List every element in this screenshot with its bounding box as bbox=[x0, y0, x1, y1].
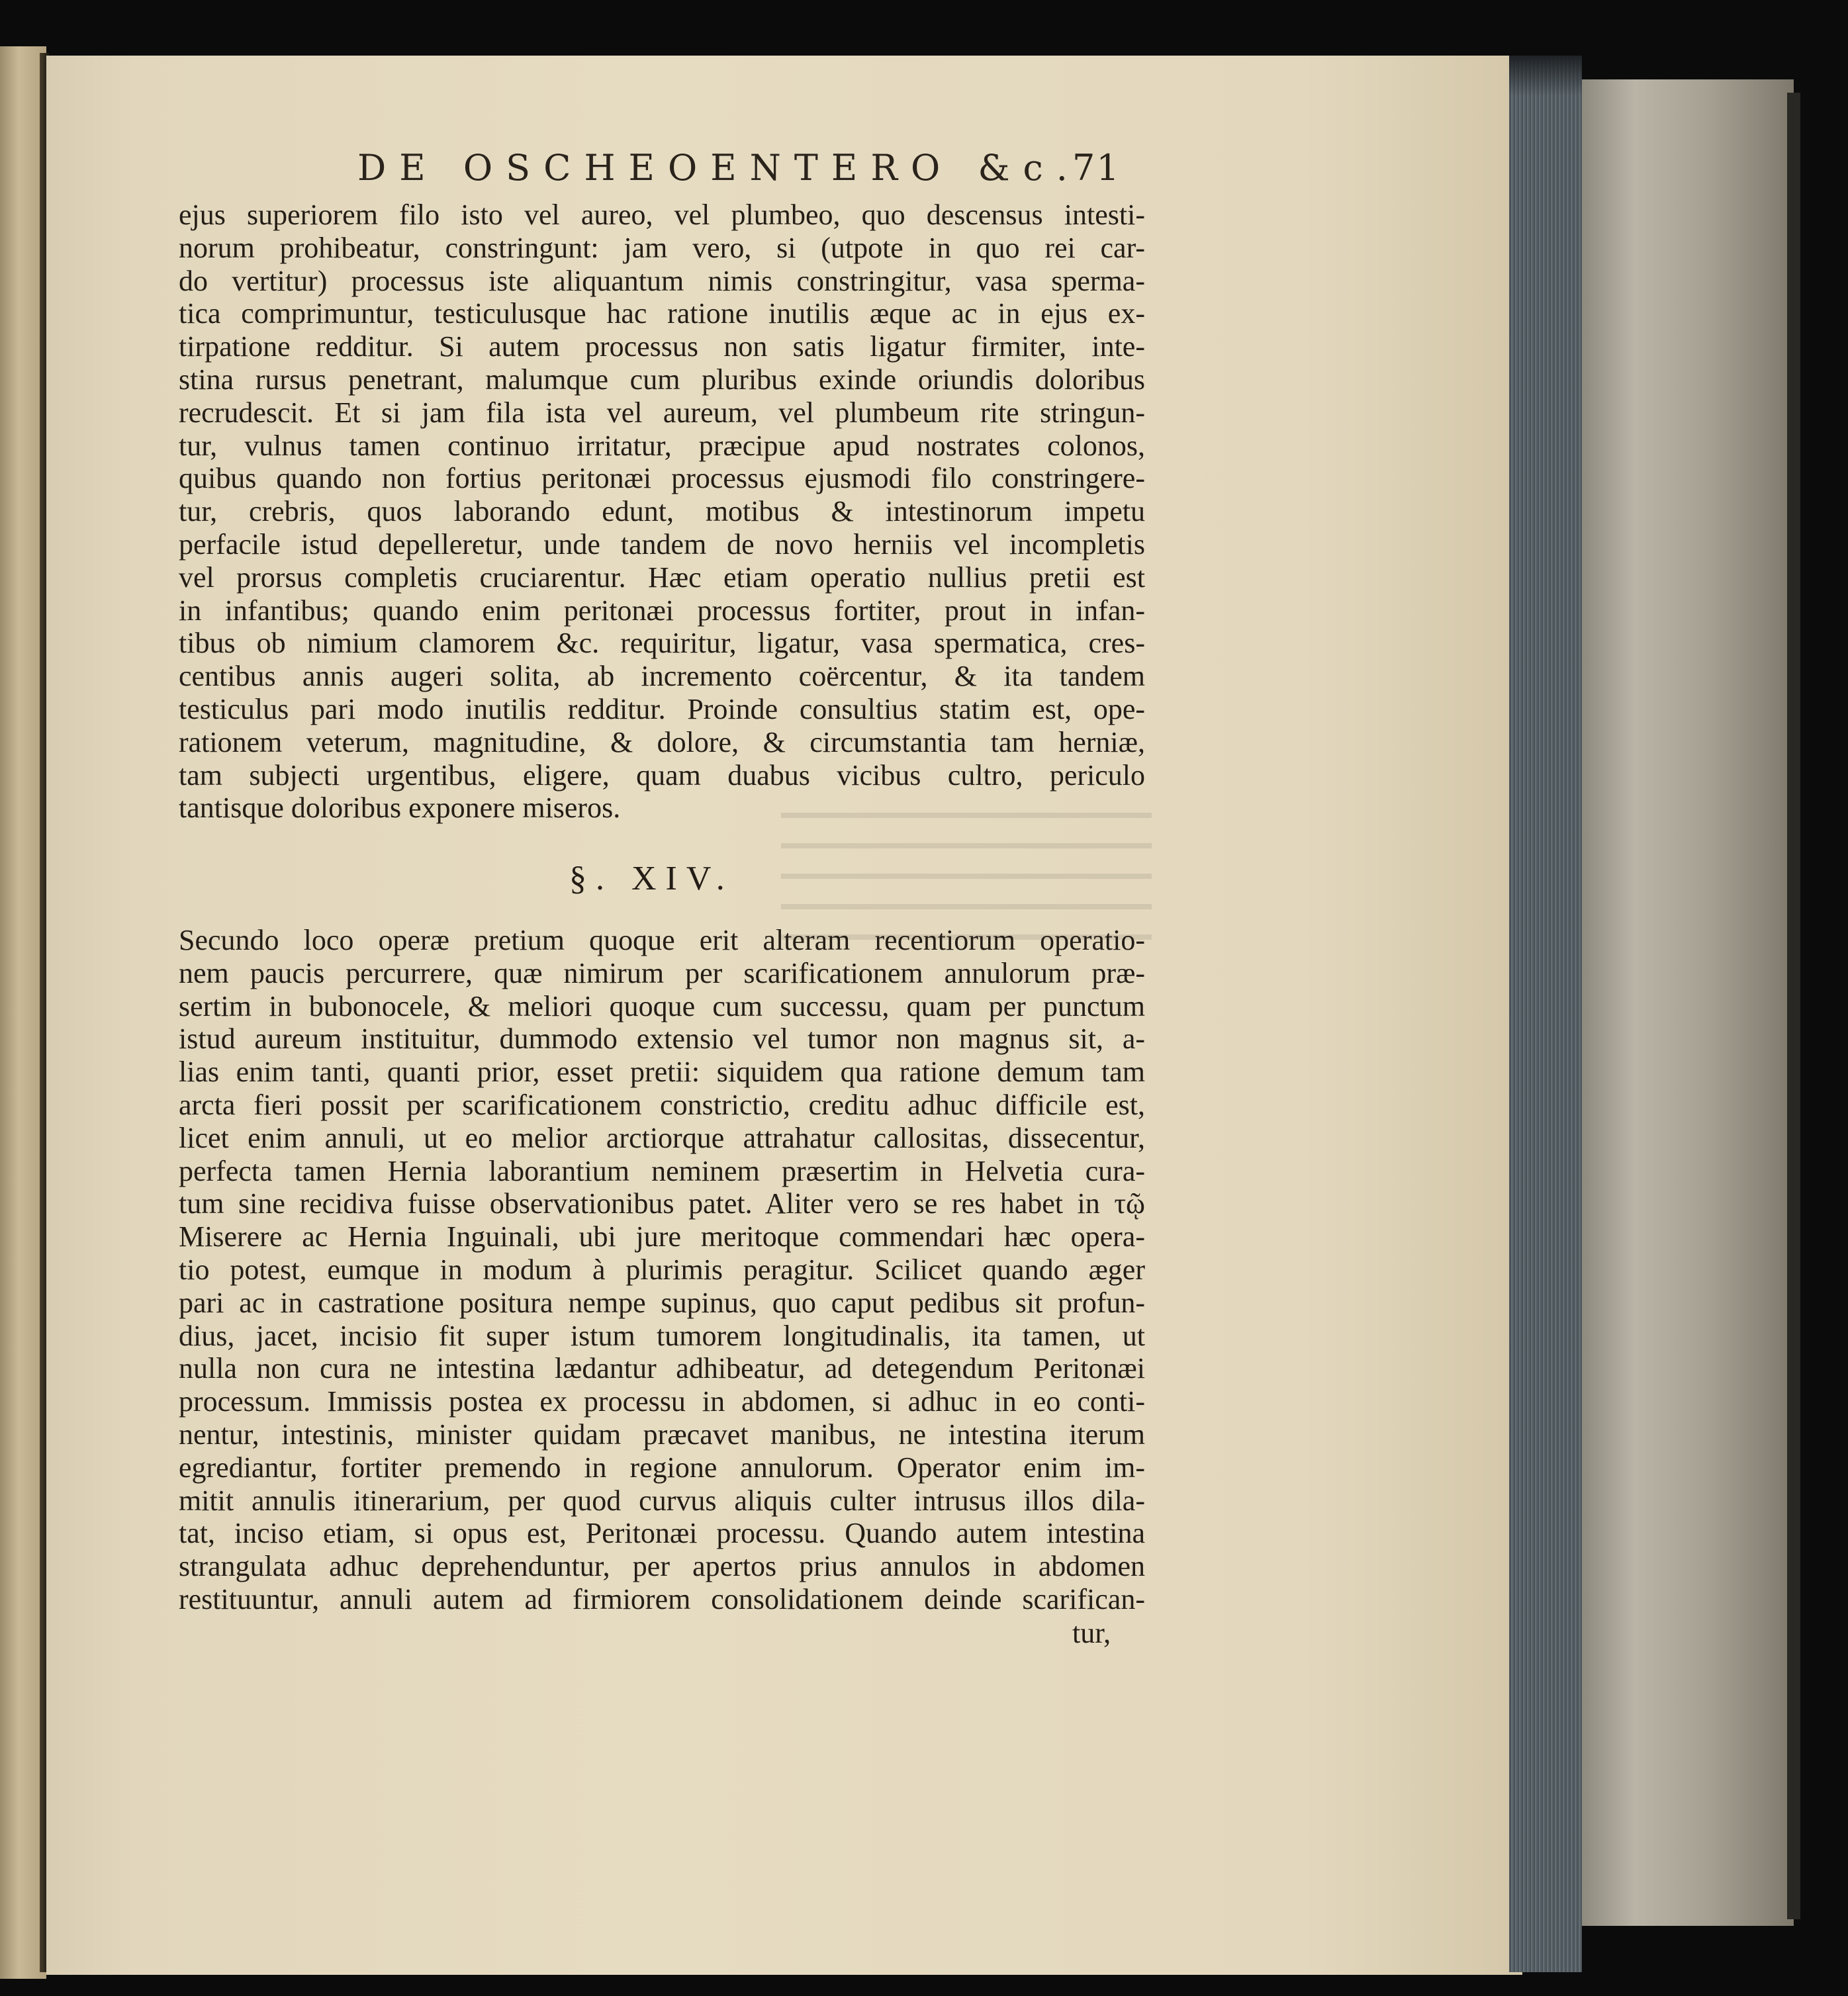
paragraph-2 bbox=[179, 924, 1145, 1616]
paragraph-1 bbox=[179, 199, 1145, 825]
text-line: sertim in bubonocele, & meliori quoque cum successu, quam per punctum bbox=[179, 989, 1145, 1022]
text-line: nem paucis percurrere, quæ nimirum per scarificationem annulorum præ- bbox=[179, 956, 1145, 989]
text-line: rationem veterum, magnitudine, & dolore, & circumstantia tam herniæ, bbox=[179, 725, 1145, 758]
text-line: lias enim tanti, quanti prior, esset pretii: siquidem qua ratione demum tam bbox=[179, 1056, 1145, 1089]
text-line: tantisque doloribus exponere miseros. bbox=[179, 792, 621, 825]
text-line: licet enim annuli, ut eo melior arctiorque attrahatur callositas, dissecentur, bbox=[179, 1121, 1145, 1154]
text-line: dius, jacet, incisio fit super istum tumorem longitudinalis, ita tamen, ut bbox=[179, 1319, 1145, 1352]
page-fore-edge bbox=[1509, 56, 1582, 1972]
text-line: egrediantur, fortiter premendo in regione annulorum. Operator enim im- bbox=[179, 1451, 1145, 1484]
text-line: nentur, intestinis, minister quidam præcavet manibus, ne intestina iterum bbox=[179, 1418, 1145, 1451]
text-line: tibus ob nimium clamorem &c. requiritur, ligatur, vasa spermatica, cres- bbox=[179, 627, 1145, 660]
catchword: tur, bbox=[1072, 1617, 1111, 1649]
text-line: tirpatione redditur. Si autem processus non satis ligatur firmiter, inte- bbox=[179, 330, 1145, 363]
text-line: tur, crebris, quos laborando edunt, motibus & intestinorum impetu bbox=[179, 495, 1145, 528]
text-line: tam subjecti urgentibus, eligere, quam duabus vicibus cultro, periculo bbox=[179, 758, 1145, 792]
text-line: tum sine recidiva fuisse observationibus patet. Aliter vero se res habet in τῷ bbox=[179, 1187, 1145, 1220]
text-line: stina rursus penetrant, malumque cum pluribus exinde oriundis doloribus bbox=[179, 363, 1145, 396]
text-line: vel prorsus completis cruciarentur. Hæc etiam operatio nullius pretii est bbox=[179, 561, 1145, 594]
text-line: tio potest, eumque in modum à plurimis peragitur. Scilicet quando æger bbox=[179, 1253, 1145, 1286]
text-line: nulla non cura ne intestina lædantur adhibeatur, ad detegendum Peritonæi bbox=[179, 1352, 1145, 1385]
text-line: quibus quando non fortius peritonæi processus ejusmodi filo constringere- bbox=[179, 462, 1145, 495]
book-cover bbox=[1582, 79, 1794, 1926]
text-line: testiculus pari modo inutilis redditur. Proinde consultius statim est, ope- bbox=[179, 692, 1145, 725]
cover-edge bbox=[1787, 93, 1800, 1919]
text-line: ejus superiorem filo isto vel aureo, vel plumbeo, quo descensus intesti- bbox=[179, 199, 1145, 231]
text-line: tica comprimuntur, testiculusque hac ratione inutilis æque ac in ejus ex- bbox=[179, 297, 1145, 330]
text-line: perfecta tamen Hernia laborantium neminem præsertim in Helvetia cura- bbox=[179, 1154, 1145, 1187]
text-line: Miserere ac Hernia Inguinali, ubi jure meritoque commendari hæc opera- bbox=[179, 1220, 1145, 1253]
text-line: pari ac in castratione positura nempe supinus, quo caput pedibus sit profun- bbox=[179, 1286, 1145, 1319]
text-line: processum. Immissis postea ex processu in abdomen, si adhuc in eo conti- bbox=[179, 1385, 1145, 1418]
text-line: in infantibus; quando enim peritonæi processus fortiter, prout in infan- bbox=[179, 594, 1145, 627]
text-line: perfacile istud depelleretur, unde tandem de novo herniis vel incompletis bbox=[179, 527, 1145, 561]
page-number: 71 bbox=[1072, 147, 1121, 189]
text-line: restituuntur, annuli autem ad firmiorem consolidationem deinde scarifican- bbox=[179, 1582, 1145, 1615]
fore-edge-shadow bbox=[1509, 56, 1582, 95]
text-line: istud aureum instituitur, dummodo extensio vel tumor non magnus sit, a- bbox=[179, 1022, 1145, 1056]
text-line: arcta fieri possit per scarificationem constrictio, creditu adhuc difficile est, bbox=[179, 1088, 1145, 1121]
text-line: strangulata adhuc deprehenduntur, per apertos prius annulos in abdomen bbox=[179, 1550, 1145, 1583]
text-line: recrudescit. Et si jam fila ista vel aureum, vel plumbeum rite stringun- bbox=[179, 396, 1145, 429]
section-heading: §. XIV. bbox=[569, 860, 734, 897]
text-line: mitit annulis itinerarium, per quod curvus aliquis culter intrusus illos dila- bbox=[179, 1484, 1145, 1517]
text-line: tur, vulnus tamen continuo irritatur, præcipue apud nostrates colonos, bbox=[179, 429, 1145, 462]
text-line: tat, inciso etiam, si opus est, Peritonæi processu. Quando autem intestina bbox=[179, 1517, 1145, 1550]
text-line: norum prohibeatur, constringunt: jam vero, si (utpote in quo rei car- bbox=[179, 231, 1145, 264]
text-line: centibus annis augeri solita, ab incremento coërcentur, & ita tandem bbox=[179, 660, 1145, 693]
text-line: do vertitur) processus iste aliquantum nimis constringitur, vasa sperma- bbox=[179, 264, 1145, 297]
text-line: Secundo loco operæ pretium quoque erit alteram recentiorum operatio- bbox=[179, 924, 1145, 956]
running-title: DE OSCHEOENTERO &c. bbox=[357, 147, 1081, 189]
